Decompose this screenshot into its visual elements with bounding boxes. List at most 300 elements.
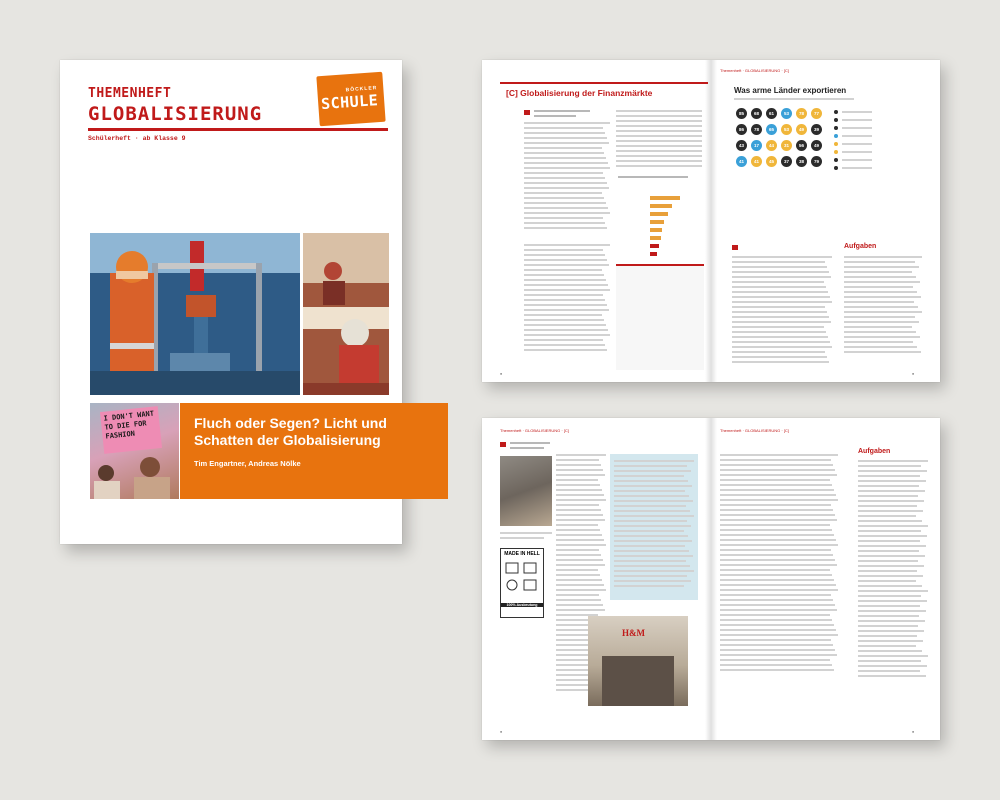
text-line (616, 165, 702, 167)
text-line (524, 152, 604, 154)
text-line (858, 555, 925, 557)
text-line (720, 584, 836, 586)
text-line (720, 474, 837, 476)
text-line (556, 459, 599, 461)
spread-gutter (705, 60, 717, 382)
text-line (614, 555, 693, 557)
spread-hope-and-fears (482, 418, 940, 740)
clothing-label (500, 548, 544, 618)
legend-label (842, 159, 872, 161)
text-line (524, 294, 603, 296)
text-line (556, 579, 602, 581)
text-line (858, 565, 924, 567)
text-line (524, 177, 605, 179)
export-chart-title: Was arme Länder exportieren (734, 86, 847, 95)
text-line (524, 299, 605, 301)
text-line (732, 281, 824, 283)
store-entrance (602, 656, 674, 706)
text-line (844, 301, 914, 303)
text-line (616, 155, 702, 157)
text-line (732, 286, 826, 288)
text-line (858, 570, 917, 572)
cover-title: GLOBALISIERUNG (88, 103, 263, 125)
workers-illustration (303, 233, 389, 395)
text-line (556, 509, 601, 511)
subsection-marker (732, 245, 738, 250)
text-line (556, 454, 606, 456)
chart-bar (650, 212, 668, 216)
legend-swatch (834, 166, 838, 170)
text-line (720, 619, 832, 621)
text-line (524, 202, 606, 204)
text-line (858, 475, 920, 477)
text-line (720, 554, 833, 556)
section-rule (500, 82, 708, 84)
subsection-marker (500, 442, 506, 447)
text-line (844, 316, 915, 318)
text-line (556, 514, 603, 516)
text-line (720, 544, 838, 546)
cover-headline: Fluch oder Segen? Licht und Schatten der Globalisierung (194, 415, 387, 448)
text-line (858, 520, 922, 522)
text-line (732, 291, 828, 293)
text-line (844, 296, 921, 298)
text-line (524, 172, 603, 174)
export-share-circle: 86 (736, 124, 747, 135)
running-head: Themenheft · GLOBALISIERUNG · [C] (720, 428, 789, 433)
logo-top-text: BÖCKLER (345, 85, 378, 94)
text-line (524, 274, 604, 276)
export-share-circle: 45 (766, 156, 777, 167)
text-line (844, 351, 921, 353)
text-line (614, 525, 691, 527)
text-line (524, 279, 606, 281)
text-line (858, 460, 928, 462)
text-line (556, 534, 602, 536)
text-line (858, 515, 916, 517)
text-line (844, 261, 915, 263)
text-line (524, 157, 606, 159)
cover-header (88, 86, 328, 125)
text-line (556, 494, 604, 496)
chart-bar (650, 228, 662, 232)
text-line (732, 361, 829, 363)
text-line (524, 212, 610, 214)
text-line (524, 132, 605, 134)
store-photo (588, 616, 688, 706)
text-line (524, 289, 610, 291)
chart-title-line (618, 176, 688, 178)
text-line (858, 575, 923, 577)
legend-swatch (834, 134, 838, 138)
text-line (524, 227, 607, 229)
text-line (510, 442, 550, 444)
export-share-circle: 31 (781, 140, 792, 151)
text-line (720, 599, 833, 601)
text-line (524, 314, 602, 316)
text-line (732, 256, 832, 258)
caption-line (500, 532, 552, 534)
text-line (720, 564, 837, 566)
text-line (732, 316, 829, 318)
text-line (720, 659, 830, 661)
logo-main-text: SCHULE (320, 91, 379, 114)
text-line (858, 585, 922, 587)
text-line (720, 574, 832, 576)
legend-swatch (834, 110, 838, 114)
text-line (732, 311, 827, 313)
export-share-circle: 78 (796, 108, 807, 119)
text-line (556, 594, 599, 596)
text-line (556, 599, 601, 601)
text-line (720, 464, 833, 466)
text-line (556, 564, 605, 566)
running-head: Themenheft · GLOBALISIERUNG · [C] (720, 68, 789, 73)
export-share-circle: 41 (736, 156, 747, 167)
text-line (556, 489, 602, 491)
export-share-circle: 17 (751, 140, 762, 151)
textile-workers-photo (303, 233, 389, 395)
export-share-circle: 38 (796, 156, 807, 167)
care-symbols (502, 561, 544, 601)
text-line (614, 535, 688, 537)
page-number: ■ (912, 730, 915, 734)
text-line (720, 519, 837, 521)
text-line (858, 485, 919, 487)
text-line (720, 529, 832, 531)
cover-subtitle: Schülerheft · ab Klasse 9 (88, 135, 186, 142)
text-line (510, 447, 544, 449)
legend-label (842, 143, 872, 145)
export-share-circle: 85 (736, 108, 747, 119)
text-line (524, 304, 607, 306)
text-line (858, 605, 920, 607)
text-line (524, 269, 602, 271)
text-line (858, 645, 916, 647)
text-line (720, 629, 836, 631)
text-line (858, 500, 924, 502)
text-line (720, 559, 835, 561)
text-line (858, 600, 927, 602)
text-line (614, 545, 685, 547)
export-share-circle: 41 (751, 156, 762, 167)
protest-photo (90, 403, 179, 499)
text-line (720, 644, 833, 646)
text-line (616, 140, 702, 142)
text-line (720, 639, 831, 641)
text-line (534, 110, 590, 112)
series-label: THEMENHEFT (88, 86, 172, 101)
text-line (524, 197, 604, 199)
text-line (614, 570, 694, 572)
text-line (732, 271, 829, 273)
text-line (616, 115, 702, 117)
text-line (720, 589, 838, 591)
text-line (858, 590, 928, 592)
text-line (720, 479, 830, 481)
text-line (720, 459, 831, 461)
cover-divider (88, 128, 388, 131)
text-line (844, 256, 922, 258)
text-line (616, 135, 702, 137)
text-line (858, 675, 926, 677)
text-line (858, 525, 928, 527)
text-line (844, 326, 912, 328)
text-line (720, 549, 831, 551)
text-line (524, 187, 609, 189)
harbor-worker-photo (90, 233, 300, 395)
store-sign: H&M (622, 628, 645, 638)
text-line (844, 331, 916, 333)
text-line (732, 351, 825, 353)
text-line (858, 560, 918, 562)
text-line (524, 309, 609, 311)
text-line (858, 530, 921, 532)
text-line (732, 306, 825, 308)
caption-line (500, 537, 544, 539)
text-line (858, 505, 917, 507)
text-line (556, 569, 598, 571)
text-line (720, 669, 834, 671)
text-line (524, 329, 608, 331)
text-line (844, 266, 919, 268)
text-line (556, 499, 606, 501)
text-line (556, 584, 604, 586)
text-line (720, 609, 837, 611)
text-line (720, 614, 830, 616)
protest-sign: I DON'T WANT TO DIE FOR FASHION (100, 406, 162, 454)
text-line (614, 505, 686, 507)
text-line (720, 469, 835, 471)
text-line (614, 470, 691, 472)
text-line (720, 524, 830, 526)
text-line (732, 276, 831, 278)
export-share-circle: 39 (811, 124, 822, 135)
text-line (720, 594, 831, 596)
text-line (614, 495, 689, 497)
text-line (720, 489, 834, 491)
text-line (616, 125, 702, 127)
text-line (524, 162, 608, 164)
text-line (614, 585, 684, 587)
text-line (858, 490, 925, 492)
text-line (524, 147, 602, 149)
text-line (720, 654, 837, 656)
text-line (858, 655, 928, 657)
export-share-circle: 78 (751, 124, 762, 135)
legend-label (842, 167, 872, 169)
text-line (844, 346, 917, 348)
harbor-illustration (90, 233, 300, 395)
text-line (858, 660, 921, 662)
text-line (614, 480, 688, 482)
legend-label (842, 127, 872, 129)
legend-swatch (834, 126, 838, 130)
text-line (524, 127, 603, 129)
text-line (858, 480, 926, 482)
text-line (858, 665, 927, 667)
tasks-heading: Aufgaben (844, 243, 877, 250)
text-line (556, 479, 598, 481)
text-line (616, 150, 702, 152)
text-line (720, 484, 832, 486)
text-line (614, 560, 686, 562)
text-line (858, 540, 920, 542)
text-line (614, 500, 693, 502)
text-line (614, 485, 692, 487)
text-line (524, 244, 610, 246)
chart-bar (650, 252, 657, 256)
text-line (524, 217, 603, 219)
text-line (844, 341, 913, 343)
text-line (858, 620, 925, 622)
text-line (858, 495, 918, 497)
text-line (720, 494, 836, 496)
page-number: ■ (500, 730, 503, 734)
text-line (524, 222, 605, 224)
brochure-cover (60, 60, 402, 544)
cover-authors: Tim Engartner, Andreas Nölke (194, 459, 301, 468)
chart-bar (650, 244, 659, 248)
text-line (732, 331, 826, 333)
text-line (720, 604, 835, 606)
text-line (844, 291, 917, 293)
boeckler-schule-logo (316, 72, 385, 126)
text-line (858, 550, 919, 552)
text-line (556, 554, 601, 556)
legend-label (842, 151, 872, 153)
text-line (720, 509, 833, 511)
label-footer: 100% Ausbeutung (501, 603, 543, 607)
text-line (556, 504, 599, 506)
export-share-circle: 79 (811, 156, 822, 167)
text-line (524, 249, 603, 251)
text-line (614, 475, 684, 477)
text-line (614, 530, 684, 532)
text-line (614, 550, 689, 552)
text-line (858, 670, 920, 672)
text-line (556, 469, 603, 471)
legend-swatch (834, 158, 838, 162)
export-share-circle: 44 (766, 140, 777, 151)
text-line (524, 142, 609, 144)
text-line (720, 664, 832, 666)
text-line (858, 650, 922, 652)
text-line (524, 344, 605, 346)
export-share-circle: 65 (766, 124, 777, 135)
text-line (858, 625, 918, 627)
text-line (556, 484, 600, 486)
text-line (524, 122, 610, 124)
text-line (732, 326, 824, 328)
text-line (858, 615, 919, 617)
text-line (732, 296, 830, 298)
text-line (858, 545, 926, 547)
running-head: Themenheft · GLOBALISIERUNG · [C] (500, 428, 569, 433)
text-line (720, 649, 835, 651)
text-line (732, 336, 828, 338)
text-line (556, 559, 603, 561)
text-line (720, 534, 834, 536)
page-number: ■ (912, 372, 915, 376)
text-line (556, 519, 605, 521)
text-line (556, 549, 599, 551)
text-line (858, 610, 926, 612)
text-line (858, 640, 923, 642)
tasks-box (616, 264, 704, 370)
text-line (732, 321, 831, 323)
text-line (858, 470, 927, 472)
text-line (524, 167, 610, 169)
spread-finance-markets (482, 60, 940, 382)
legend-label (842, 111, 872, 113)
text-line (732, 346, 832, 348)
text-line (732, 266, 827, 268)
page-number: ■ (500, 372, 503, 376)
text-line (524, 254, 605, 256)
text-line (556, 604, 603, 606)
export-share-circle: 68 (751, 108, 762, 119)
text-line (524, 324, 606, 326)
text-line (556, 539, 604, 541)
text-line (524, 137, 607, 139)
text-line (556, 609, 605, 611)
text-line (720, 624, 834, 626)
text-line (844, 311, 922, 313)
text-line (858, 635, 917, 637)
text-line (556, 529, 600, 531)
text-line (720, 504, 831, 506)
export-share-circle: 43 (736, 140, 747, 151)
text-line (858, 580, 916, 582)
collapse-photo (500, 456, 552, 526)
export-share-circle: 37 (781, 156, 792, 167)
text-line (524, 182, 607, 184)
text-line (614, 580, 691, 582)
text-line (556, 589, 606, 591)
text-line (524, 207, 608, 209)
text-line (732, 301, 832, 303)
spread-gutter (705, 418, 717, 740)
text-line (614, 510, 690, 512)
text-line (524, 264, 609, 266)
chart-bar (650, 196, 680, 200)
text-line (858, 630, 924, 632)
export-share-circle: 61 (766, 108, 777, 119)
text-line (732, 341, 830, 343)
export-share-circle: 53 (781, 124, 792, 135)
chart-subtitle-line (734, 98, 854, 100)
text-line (524, 349, 607, 351)
chart-bar (650, 220, 664, 224)
text-line (556, 524, 598, 526)
text-line (524, 284, 608, 286)
text-line (556, 544, 606, 546)
text-line (844, 281, 920, 283)
text-line (616, 145, 702, 147)
text-line (732, 356, 827, 358)
text-line (858, 535, 927, 537)
text-line (524, 192, 602, 194)
text-line (534, 115, 576, 117)
chart-bar (650, 236, 661, 240)
text-line (556, 474, 605, 476)
section-heading: [C] Globalisierung der Finanzmärkte (506, 88, 653, 98)
text-line (614, 465, 687, 467)
label-heading: MADE IN HELL (504, 551, 540, 557)
export-share-circle: 77 (811, 108, 822, 119)
legend-swatch (834, 150, 838, 154)
